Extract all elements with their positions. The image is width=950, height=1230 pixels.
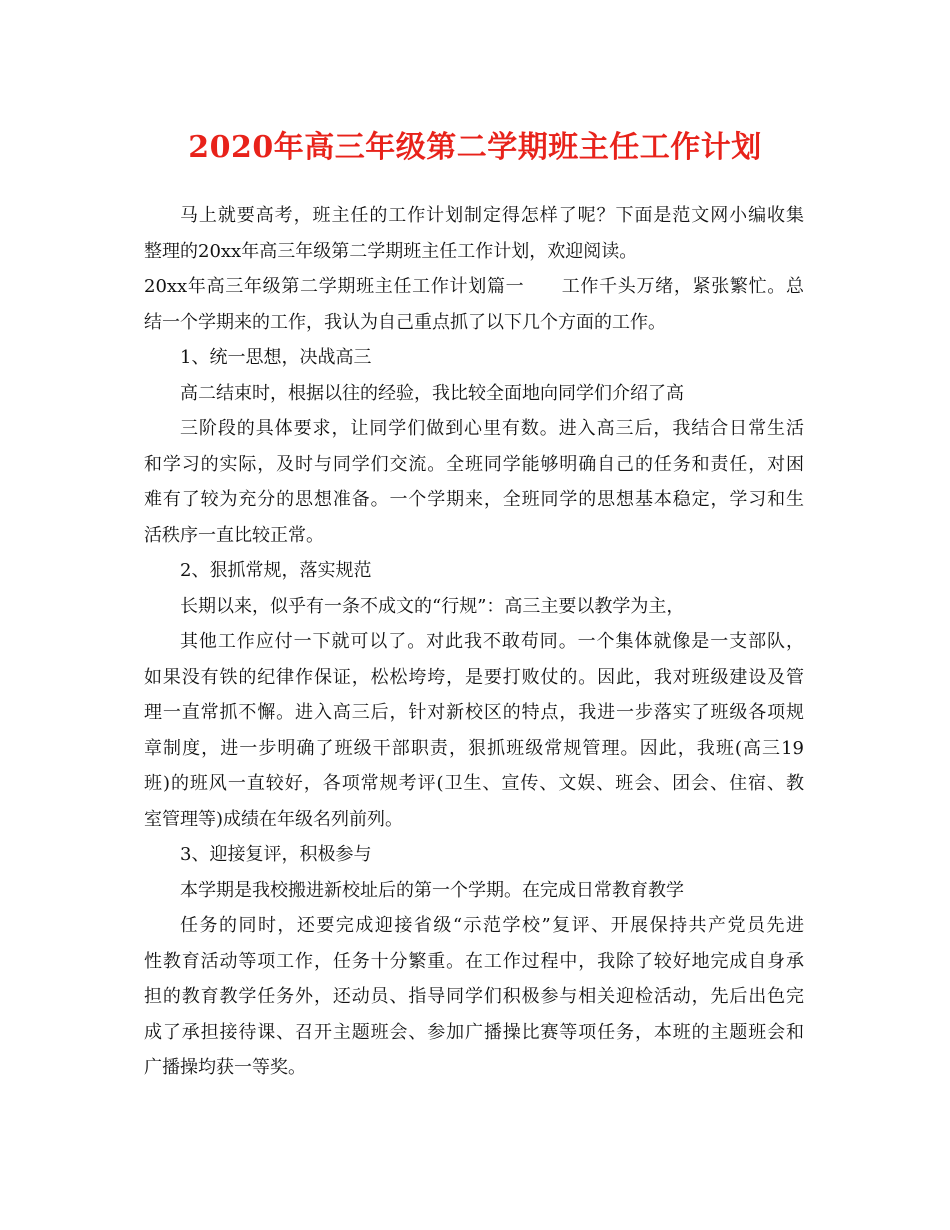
- text-line: 结一个学期来的工作，我认为自己重点抓了以下几个方面的工作。: [144, 311, 666, 333]
- text-line: 三阶段的具体要求，让同学们做到心里有数。进入高三后，我结合日常生活: [180, 418, 804, 439]
- text-line: 如果没有铁的纪律作保证，松松垮垮，是要打败仗的。因此，我对班级建设及管: [144, 666, 804, 688]
- text-line: 任务的同时，还要完成迎接省级“示范学校”复评、开展保持共产党员先进: [180, 915, 804, 936]
- text-line: 3、迎接复评，积极参与: [180, 844, 372, 865]
- text-line: 成了承担接待课、召开主题班会、参加广播操比赛等项任务，本班的主题班会和: [144, 1021, 804, 1043]
- text-line: 难有了较为充分的思想准备。一个学期来，全班同学的思想基本稳定，学习和生: [144, 489, 804, 510]
- text-line: 性教育活动等项工作，任务十分繁重。在工作过程中，我除了较好地完成自身承: [144, 950, 804, 972]
- text-line: 和学习的实际，及时与同学们交流。全班同学能够明确自己的任务和责任，对困: [144, 453, 804, 475]
- text-line: 章制度，进一步明确了班级干部职责，狠抓班级常规管理。因此，我班(高三19: [144, 737, 804, 759]
- text-line: 马上就要高考，班主任的工作计划制定得怎样了呢？下面是范文网小编收集: [180, 205, 804, 226]
- text-line: 高二结束时，根据以往的经验，我比较全面地向同学们介绍了高: [180, 382, 684, 404]
- text-line: 室管理等)成绩在年级名列前列。: [144, 808, 404, 830]
- document-title: 2020年高三年级第二学期班主任工作计划: [188, 130, 762, 165]
- text-line: 整理的20xx年高三年级第二学期班主任工作计划，欢迎阅读。: [144, 240, 638, 262]
- text-line: 20xx年高三年级第二学期班主任工作计划篇一 工作千头万绪，紧张繁忙。总: [144, 276, 804, 297]
- text-line: 理一直常抓不懈。进入高三后，针对新校区的特点，我进一步落实了班级各项规: [144, 702, 804, 723]
- text-line: 2、狠抓常规，落实规范: [180, 560, 372, 581]
- text-line: 活秩序一直比较正常。: [144, 524, 324, 546]
- text-line: 班)的班风一直较好，各项常规考评(卫生、宣传、文娱、班会、团会、住宿、教: [144, 773, 804, 794]
- document-body: [144, 198, 804, 1086]
- text-line: 广播操均获一等奖。: [144, 1057, 306, 1078]
- text-line: 本学期是我校搬进新校址后的第一个学期。在完成日常教育教学: [180, 879, 684, 901]
- text-line: 担的教育教学任务外，还动员、指导同学们积极参与相关迎检活动，先后出色完: [144, 986, 804, 1007]
- text-line: 其他工作应付一下就可以了。对此我不敢苟同。一个集体就像是一支部队，: [180, 631, 804, 652]
- text-line: 1、统一思想，决战高三: [180, 347, 372, 368]
- text-line: 长期以来，似乎有一条不成文的“行规”：高三主要以教学为主，: [180, 595, 685, 617]
